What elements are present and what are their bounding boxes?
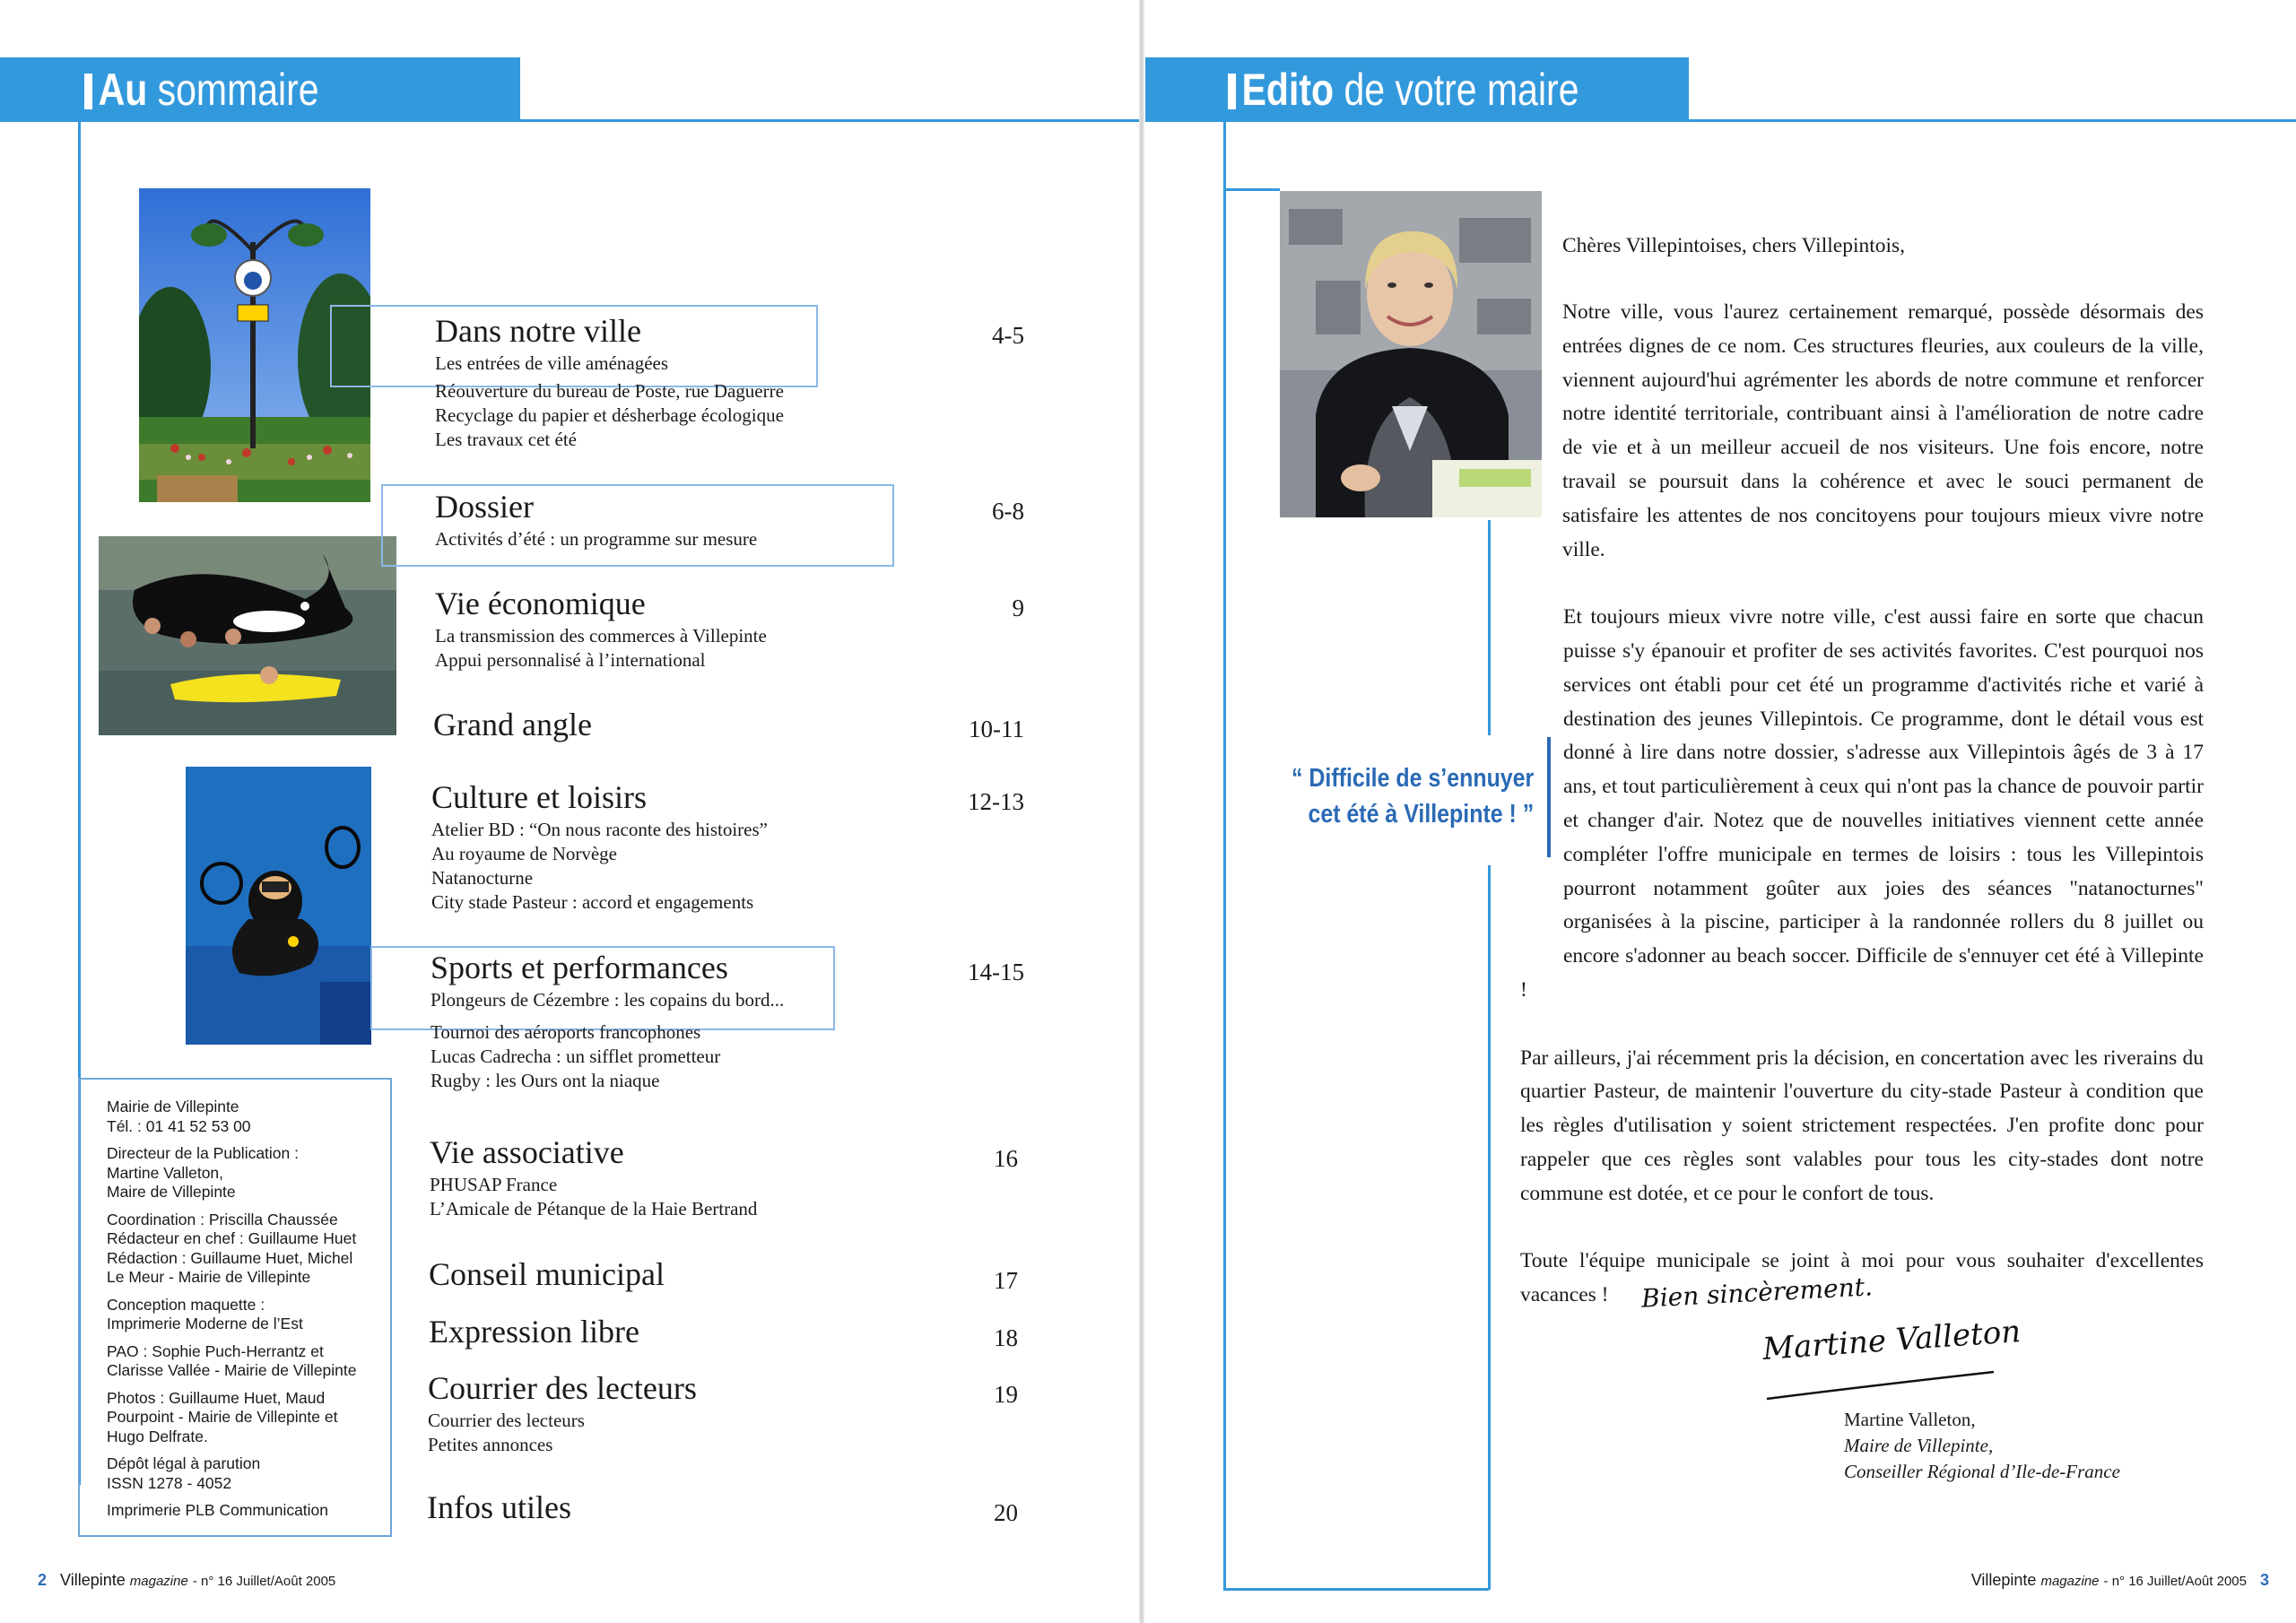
- toc-title: Vie associative: [430, 1134, 624, 1170]
- folio-magazine: magazine: [2040, 1574, 2100, 1589]
- toc-title: Infos utiles: [427, 1489, 571, 1525]
- toc-item: Les entrées de ville aménagées: [435, 352, 669, 374]
- folio-magazine: magazine: [129, 1574, 188, 1589]
- imprint-line: Directeur de la Publication :: [107, 1144, 299, 1162]
- signature-block: [1844, 1407, 2120, 1485]
- toc-page-number: 14-15: [968, 959, 1024, 985]
- edito-body: [1520, 296, 2204, 1347]
- toc-entry-4[interactable]: [433, 706, 592, 743]
- toc-page-number: 17: [994, 1267, 1018, 1294]
- toc-title: Dans notre ville: [435, 313, 641, 349]
- toc-page-number: 12-13: [968, 788, 1024, 815]
- toc-item: Rugby : les Ours ont la niaque: [430, 1070, 660, 1091]
- toc-item: Au royaume de Norvège: [431, 843, 618, 864]
- edito-paragraph: Toute l'équipe municipale se joint à moi pour vous souhaiter d'excellentes vacances !: [1520, 1249, 2204, 1307]
- toc-title: Dossier: [435, 489, 534, 525]
- toc-page-number: 18: [994, 1324, 1018, 1351]
- imprint-box: [78, 1078, 392, 1537]
- imprint-line: Le Meur - Mairie de Villepinte: [107, 1268, 311, 1286]
- imprint-line: Rédaction : Guillaume Huet, Michel: [107, 1248, 353, 1267]
- right-folio: [1971, 1571, 2269, 1590]
- toc-entry-7[interactable]: [430, 1133, 757, 1221]
- photo-diver: [186, 767, 371, 1045]
- toc-item: L’Amicale de Pétanque de la Haie Bertrand: [430, 1198, 758, 1219]
- toc-item: Les travaux cet été: [435, 429, 577, 450]
- imprint-block: [107, 1342, 374, 1381]
- toc-page-number: 9: [1012, 595, 1024, 621]
- imprint-line: Dépôt légal à parution: [107, 1454, 261, 1472]
- column-rule: [1488, 865, 1491, 1590]
- toc-page-number: 10-11: [969, 716, 1024, 742]
- bottom-rule: [1223, 1588, 1489, 1591]
- folio-issue: - n° 16 Juillet/Août 2005: [2103, 1574, 2247, 1589]
- toc-entry-10[interactable]: [428, 1369, 697, 1457]
- signature-role: Maire de Villepinte,: [1844, 1435, 1994, 1456]
- toc-title: Expression libre: [429, 1314, 639, 1350]
- signature-name: Martine Valleton,: [1844, 1409, 1976, 1430]
- left-folio: [38, 1571, 335, 1590]
- toc-title: Sports et performances: [430, 950, 728, 985]
- toc-entry-1[interactable]: [435, 312, 784, 452]
- toc-page-number: 19: [994, 1381, 1018, 1408]
- right-margin-rule: [1223, 122, 1226, 1590]
- column-rule-upper: [1488, 520, 1491, 735]
- toc-title: Culture et loisirs: [431, 779, 647, 815]
- toc-page-number: 4-5: [992, 322, 1024, 349]
- toc-item: Appui personnalisé à l’international: [435, 649, 706, 671]
- pull-quote-line: “ Difficile de s’ennuyer: [1291, 764, 1534, 793]
- edito-paragraph: Notre ville, vous l'aurez certainement remarqué, possède désormais des entrées dignes de ce nom. Ces structures fleuries, aux couleurs de la ville, viennent aujourd'hui agrémenter les abords de notre commune et renforcer notre identité territoriale, contribuant ainsi à l'amélioration de notre cadre de vie et à un meilleur accueil de nos visiteurs. Une fois encore, notre travail se poursuit dans la cohérence et avec le souci permanent de satisfaire les attentes de nos concitoyens pour toujours mieux vivre notre ville.: [1562, 300, 2204, 561]
- photo-water-activities: [99, 536, 396, 735]
- quote-wrap-spacer: [1520, 702, 1563, 941]
- toc-page-number: 20: [994, 1499, 1018, 1526]
- toc-page-number: 16: [994, 1145, 1018, 1172]
- toc-page-number: 6-8: [992, 498, 1024, 525]
- pull-quote: [1292, 760, 1534, 832]
- toc-entry-5[interactable]: [431, 778, 768, 915]
- imprint-line: Rédacteur en chef : Guillaume Huet: [107, 1229, 357, 1247]
- imprint-line: Maire de Villepinte: [107, 1183, 236, 1201]
- left-header-rule: [520, 119, 1139, 122]
- toc-item: Natanocturne: [431, 867, 534, 889]
- toc-item: Recyclage du papier et désherbage écologique: [435, 404, 784, 426]
- left-header-bar: [0, 57, 520, 122]
- toc-item: Atelier BD : “On nous raconte des histoires”: [431, 819, 768, 840]
- toc-entry-2[interactable]: [435, 488, 757, 551]
- imprint-line: PAO : Sophie Puch-Herrantz et: [107, 1341, 324, 1360]
- imprint-line: Imprimerie Moderne de l’Est: [107, 1315, 303, 1332]
- handwritten-greeting: Bien sincèrement.: [1640, 1271, 1874, 1314]
- edito-greeting: Chères Villepintoises, chers Villepintois,: [1562, 234, 1906, 257]
- folio-brand: Villepinte: [1970, 1571, 2037, 1589]
- imprint-block: [107, 1098, 374, 1136]
- toc-item: Lucas Cadrecha : un sifflet prometteur: [430, 1046, 721, 1067]
- folio-brand: Villepinte: [60, 1571, 126, 1589]
- toc-item: Activités d’été : un programme sur mesure: [435, 528, 758, 550]
- handwritten-signature: Martine Valleton: [1761, 1313, 2022, 1368]
- imprint-line: Photos : Guillaume Huet, Maud: [107, 1388, 326, 1407]
- edito-paragraph: Et toujours mieux vivre notre ville, c'est aussi faire en sorte que chacun puisse s'y épanouir et profiter de ses activités favorites. C'est pourquoi nos services ont établi pour cet été un programme d'activités riche et varié à destination des jeunes Villepintois. Ce programme, dont le détail vous est donné à lire dans notre dossier, s'adresse aux Villepintois âgés de 3 à 17 ans, et tout particulièrement à ceux qui n'ont pas la chance de pouvoir partir et changer d'air. Notez que de nouvelles initiatives viennent cette année compléter l'offre municipale en termes de loisirs : tous les Villepintois pourront notamment goûter aux joies des séances "natanocturnes" organisées à la piscine, participer à la randonnée rollers du 8 juillet ou encore s'adonner au beach soccer. Difficile de s'ennuyer cet été à Villepinte !: [1520, 605, 2204, 1002]
- left-header-title: Au sommaire: [84, 57, 442, 122]
- folio-page-number: 2: [38, 1571, 48, 1589]
- right-header-bar: [1145, 57, 1689, 122]
- toc-item: Courrier des lecteurs: [428, 1410, 585, 1431]
- toc-item: Petites annonces: [428, 1434, 553, 1455]
- toc-entry-11[interactable]: [427, 1488, 571, 1526]
- photo-wrap-spacer: [1520, 296, 1562, 534]
- imprint-block: [107, 1501, 374, 1521]
- imprint-block: [107, 1389, 374, 1447]
- toc-entry-8[interactable]: [429, 1255, 665, 1293]
- folio-issue: - n° 16 Juillet/Août 2005: [192, 1574, 336, 1589]
- imprint-block: [107, 1296, 374, 1334]
- imprint-line: Coordination : Priscilla Chaussée: [107, 1210, 338, 1228]
- toc-title: Grand angle: [433, 707, 592, 742]
- toc-item: Plongeurs de Cézembre : les copains du bord...: [430, 989, 785, 1011]
- toc-entry-6[interactable]: [430, 949, 784, 1093]
- imprint-line: ISSN 1278 - 4052: [107, 1473, 232, 1492]
- photo-frame-rule: [1223, 188, 1280, 191]
- toc-title: Courrier des lecteurs: [428, 1370, 697, 1406]
- signature-underline: [1765, 1367, 1998, 1403]
- imprint-line: Pourpoint - Mairie de Villepinte et: [107, 1408, 338, 1426]
- toc-item: La transmission des commerces à Villepinte: [435, 625, 767, 647]
- imprint-line: Hugo Delfrate.: [107, 1427, 208, 1445]
- imprint-line: Martine Valleton,: [107, 1163, 224, 1182]
- imprint-line: Conception maquette :: [107, 1295, 265, 1314]
- right-header-title: Edito de votre maire: [1228, 57, 1605, 122]
- toc-item: Réouverture du bureau de Poste, rue Daguerre: [435, 380, 784, 402]
- folio-page-number: 3: [2259, 1571, 2269, 1589]
- imprint-line: Imprimerie PLB Communication: [107, 1501, 329, 1519]
- imprint-line: Tél. : 01 41 52 53 00: [107, 1116, 251, 1135]
- imprint-block: [107, 1454, 374, 1493]
- imprint-line: Clarisse Vallée - Mairie de Villepinte: [107, 1361, 357, 1379]
- right-header-rule: [1689, 119, 2296, 122]
- imprint-block: [107, 1211, 374, 1288]
- page-spine: [1139, 0, 1144, 1623]
- toc-item: City stade Pasteur : accord et engagements: [431, 891, 754, 913]
- toc-title: Vie économique: [435, 586, 646, 621]
- toc-entry-9[interactable]: [429, 1313, 639, 1350]
- pull-quote-line: cet été à Villepinte ! ”: [1308, 800, 1534, 829]
- edito-paragraph: Par ailleurs, j'ai récemment pris la décision, en concertation avec les riverains du quartier Pasteur, de maintenir l'ouverture du city-stade Pasteur à condition que les règles d'utilisation y soient strictement respectées. J'en profite donc pour rappeler que ces règles sont valables pour tous les city-stades dont notre commune est dotée, et ce pour le confort de tous.: [1520, 1046, 2204, 1205]
- imprint-line: Mairie de Villepinte: [107, 1098, 239, 1115]
- toc-entry-3[interactable]: [435, 585, 767, 673]
- toc-item: Tournoi des aéroports francophones: [430, 1021, 701, 1043]
- photo-mayor: [1280, 191, 1542, 517]
- toc-item: PHUSAP France: [430, 1174, 558, 1195]
- signature-role: Conseiller Régional d’Ile-de-France: [1844, 1461, 2120, 1482]
- toc-title: Conseil municipal: [429, 1256, 665, 1292]
- imprint-block: [107, 1144, 374, 1202]
